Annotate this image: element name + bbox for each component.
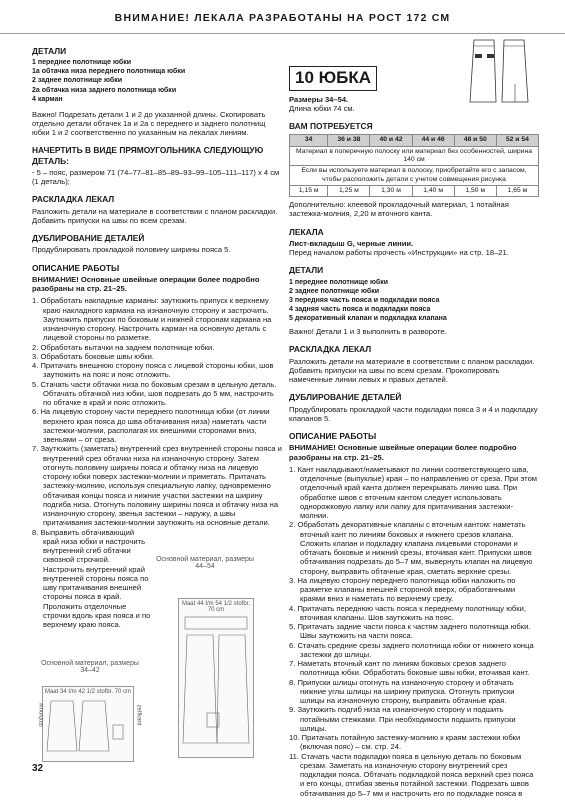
step: 4. Притачать переднюю часть пояса к переднему полотнищу юбки, вточивая клапаны. Шов заутюжить на пояс. — [289, 603, 526, 622]
dup-text: Продублировать прокладкой половину ширины пояса 5. — [32, 245, 231, 255]
pattern2-label: Основной материал, размеры 44–54 — [156, 556, 254, 570]
pattern1-sub: Maat 34 t/m 42 1/2 stofbr. 70 cm — [44, 689, 132, 695]
list-item: 4 задняя часть пояса и подкладки пояса — [289, 305, 431, 313]
step: 6. Стачать средние срезы заднего полотнища юбки от нижнего конца застежки до шлицы. — [289, 640, 534, 659]
step: 7. Заутюжить (заметать) внутренний срез внутренней стороны пояса и внутренний срез обтачки низа на изнаночную сторону. Затем отогнуть половину ширины пояса и обтачку низа на лицевую сторону юбки поверх застежки-молнии и приметать. Притачать застежку-молнию, используя специальную лапку, одновременно обтачивая концы пояса и нижние участки застежки на ширину подгиба низа. Отогнуть половину ширины пояса и обтачку низа на изнаночную сторону, звенья застежки – наружу, а швы притачивания застежки-молнии заутюжить на основные детали. — [32, 444, 282, 528]
zelfkant-label: zelfkant — [135, 704, 142, 726]
details-list — [32, 58, 282, 103]
important-note: Важно! Детали 1 и 3 выполнить в развороте. — [289, 327, 447, 337]
pattern2-layout — [178, 598, 254, 758]
size-col: 40 и 42 — [370, 135, 412, 146]
step: 4. Притачать внешнюю сторону пояса с лицевой стороны юбки, шов заутюжить на пояс и пояс отложить. — [32, 361, 274, 380]
list-item: 5 декоративный клапан и подкладка клапана — [289, 315, 447, 323]
table-note: Материал в поперечную полоску или материал без особенностей, ширина 140 см — [290, 146, 539, 166]
step: 2. Обработать декоративные клапаны с вточным кантом: наметать вточный кант по линиям боковых и нижнего срезов клапана. Сложить клапан и подкладку клапана лицевыми сторонами и обтачать боковые и нижний срезы, вточивая кант. Припуски швов обтачивания подрезать до 5–7 мм, вывернуть клапан на лицевую сторону, выправить обтачные края, сметать верхние срезы. — [289, 520, 533, 576]
step: 7. Наметать вточный кант по линиям боковых срезов заднего полотнища юбки. Обработать боковые швы юбки, вточивая кант. — [289, 659, 530, 678]
dup-heading: ДУБЛИРОВАНИЕ ДЕТАЛЕЙ — [289, 392, 402, 403]
table-note: Если вы используете материал в полоску, приобретайте его с запасом, чтобы расположить детали с учетом совмещения рисунка — [290, 166, 539, 186]
details-list — [289, 278, 539, 323]
dup-text: Продублировать прокладкой части подкладки пояса 3 и 4 и подкладку клапанов 5. — [289, 404, 538, 423]
work-heading: ОПИСАНИЕ РАБОТЫ — [32, 262, 120, 273]
work-intro: ВНИМАНИЕ! Основные швейные операции более подробно разобраны на стр. 21–25. — [32, 274, 260, 294]
layout-text: Разложить детали на материале в соответствии с планом раскладки. Добавить припуски на швы по всем срезам. Прокопировать намеченные линии левых и правых деталей. — [289, 356, 535, 385]
step: 3. Обработать боковые швы юбки. — [32, 351, 154, 361]
step: 5. Стачать части обтачки низа по боковым срезам в цельную деталь. Обтачать обтачкой низ юбки, шов подрезать до 5 мм, настрочить по обтачке в край и пояс отложить. — [32, 379, 277, 408]
size-col: 34 — [290, 135, 328, 146]
pattern2-shapes — [179, 613, 253, 753]
need-heading: ВАМ ПОТРЕБУЕТСЯ — [289, 121, 373, 132]
step: 9. Заутюжить подгиб низа на изнаночную сторону и подшить потайными стежками. При необходимости подшить припуски шлицы. — [289, 705, 516, 733]
dup-heading: ДУБЛИРОВАНИЕ ДЕТАЛЕЙ — [32, 233, 145, 244]
step: 2. Обработать вытачки на заднем полотнище юбки. — [32, 342, 215, 352]
pattern1-label: Основной материал, размеры 34–42 — [41, 660, 139, 674]
amount-cell: 1,65 м — [496, 185, 538, 196]
step: 6. На лицевую сторону части переднего полотнища юбки (от линии верхнего края пояса до шва обтачивания низа) наметать части застежки-молнии, располагая их внешними сторонами вниз, звеньями – от среза. — [32, 407, 270, 445]
pattern1-layout — [42, 686, 134, 762]
layout-heading: РАСКЛАДКА ЛЕКАЛ — [32, 194, 115, 205]
pattern1-shapes — [43, 695, 133, 755]
list-item: 1 переднее полотнище юбки — [32, 59, 132, 67]
list-item: 2а обтачка низа заднего полотнища юбки — [32, 86, 177, 94]
amount-cell: 1,25 м — [328, 185, 370, 196]
stofvouw-label: stofvouw — [38, 703, 45, 727]
amount-cell: 1,40 м — [412, 185, 454, 196]
layout-heading: РАСКЛАДКА ЛЕКАЛ — [289, 344, 372, 355]
size-col: 44 и 46 — [412, 135, 454, 146]
right-column — [289, 38, 539, 798]
pattern2-sub: Maat 44 t/m 54 1/2 stofbr. 70 cm — [181, 601, 251, 613]
step: 3. На лицевую сторону переднего полотнища юбки наложить по разметке клапаны внешней стороной вверх, обработанными краями вниз и наметать по верхнему срезу. — [289, 575, 516, 604]
left-column — [32, 38, 282, 629]
rect-heading: НАЧЕРТИТЬ В ВИДЕ ПРЯМОУГОЛЬНИКА СЛЕДУЮЩУЮ ДЕТАЛЬ: — [32, 145, 264, 166]
page-number: 32 — [32, 763, 44, 774]
list-item: 1 переднее полотнище юбки — [289, 278, 389, 286]
list-item: 2 заднее полотнище юбки — [289, 287, 380, 295]
step: 8. Припуски шлицы отогнуть на изнаночную сторону и обтачать нижние углы шлицы на ширину припуска. Отогнуть припуски шлицы на изнаночную сторону, выправить обтачные края. — [289, 677, 515, 706]
details-heading: ДЕТАЛИ — [289, 265, 324, 276]
page-header: ВНИМАНИЕ! ЛЕКАЛА РАЗРАБОТАНЫ НА РОСТ 172 СМ — [0, 0, 565, 34]
details-heading: ДЕТАЛИ — [32, 46, 67, 56]
step: 10. Притачать потайную застежку-молнию к краям застежки юбки (включая пояс) – см. стр. 24. — [289, 733, 521, 752]
list-item: 1а обтачка низа переднего полотнища юбки — [32, 68, 186, 76]
list-item: 4 карман — [32, 95, 63, 103]
amount-cell: 1,30 м — [370, 185, 412, 196]
size-col: 48 и 50 — [454, 135, 496, 146]
step: 8. Выправить обтачивающий край низа юбки и настрочить внутренний сгиб обтачки сквозной строчкой. Настрочить внутренний край внутренней стороны пояса по шву притачивания внешней стороны пояса в край. Проложить отделочные строчки вдоль края пояса и по верхнему краю пояса. — [32, 527, 151, 630]
amount-cell: 1,15 м — [290, 185, 328, 196]
step: 11. Стачать части подкладки пояса в цельную деталь по боковым срезам. Заметать на изнаночную сторону внутренний срез подкладки пояса. Обтачать подкладкой пояса верхний срез пояса и его концы, отгибая звенья потайной застежки. Подрезать швов обтачивания до 5–7 мм и настрочить его по подкладке пояса в — [289, 751, 534, 798]
lekala-note: Перед началом работы прочесть «Инструкции» на стр. 18–21. — [289, 248, 509, 258]
step: 1. Обработать накладные карманы: заутюжить припуск к верхнему краю накладного кармана на изнаночную сторону и застрочить. Заутюжить припуски по боковым и нижней сторонам кармана на изнаночную сторону. Настрочить карман на основную деталь с лицевой стороны по разметке. — [32, 296, 272, 343]
layout-text: Разложить детали на материале в соответствии с планом раскладки. Добавить припуски на швы по всем срезам. — [32, 206, 278, 225]
list-item: 2 заднее полотнище юбки — [32, 77, 123, 85]
rect-text: - 5 – пояс, размером 71 (74–77–81–85–89–93–99–105–111–117) х 4 см (1 деталь); — [32, 167, 280, 187]
length: Длина юбки 74 см. — [289, 103, 355, 113]
lekala-sheet: Лист-вкладыш G, черные линии. — [289, 238, 414, 248]
sizes: Размеры 34–54. — [289, 94, 349, 104]
materials-table — [289, 134, 539, 197]
work-intro: ВНИМАНИЕ! Основные швейные операции более подробно разобраны на стр. 21–25. — [289, 443, 517, 462]
page-title: 10 ЮБКА — [289, 66, 377, 91]
important-note: Важно! Подрезать детали 1 и 2 до указанной длины. Скопировать отдельно детали обтачек 1а и 2а с переднего и заднего полотнищ юбки 1 и 2 соответственно по указанным на лекалах линиям. — [32, 109, 266, 138]
list-item: 3 передняя часть пояса и подкладки пояса — [289, 296, 440, 304]
extra-materials: Дополнительно: клеевой прокладочный материал, 1 потайная застежка-молния, 2,20 м вточного канта. — [289, 200, 509, 219]
amount-cell: 1,50 м — [454, 185, 496, 196]
lekala-heading: ЛЕКАЛА — [289, 226, 324, 237]
size-col: 52 и 54 — [496, 135, 538, 146]
work-heading: ОПИСАНИЕ РАБОТЫ — [289, 431, 377, 442]
step: 1. Кант накладывают/наметывают по линии соответствующего шва, отделочные (выпуклые) края – по направлению от среза. При этом отделочный край канта должен перекрывать линию шва. При обработке швов с вточным кантом следует использовать однорожковую лапку или лапку для притачивания застежки-молнии. — [289, 464, 538, 521]
step: 5. Притачать задние части пояса к частям заднего полотнища юбки. Швы заутюжить на части пояса. — [289, 622, 531, 641]
size-col: 36 и 38 — [328, 135, 370, 146]
